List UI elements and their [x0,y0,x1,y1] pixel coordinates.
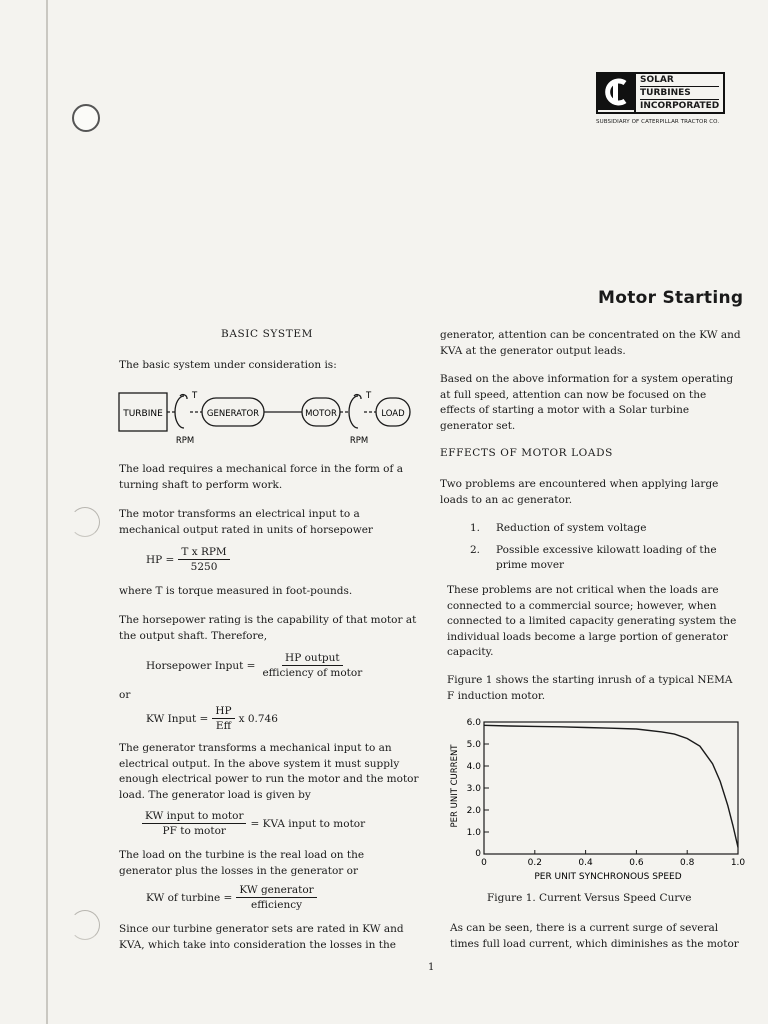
load-label: LOAD [381,409,405,419]
equation-kw-input [146,705,278,733]
list-item [470,543,742,574]
list-item-text: Reduction of system voltage [496,522,647,534]
motor-label: MOTOR [305,409,337,419]
paragraph-figure-ref: Figure 1 shows the starting inrush of a typical NEMA F induction motor. [447,674,733,702]
equation-numerator: HP output [282,652,343,666]
paragraph-since: Since our turbine generator sets are rated in KW and KVA, which take into consideration the losses in the [119,923,404,951]
turbine-label: TURBINE [123,409,163,419]
company-logo [596,72,725,125]
list-item [470,521,742,537]
chart-y-tick-label: 3.0 [466,784,481,794]
chart-y-tick-label: 2.0 [466,806,481,816]
punch-hole-faint [70,507,100,537]
list-item-text: Possible excessive kilowatt loading of the prime mover [496,543,717,571]
equation-numerator: KW input to motor [142,810,246,824]
equation-lhs: KW Input = [146,713,209,725]
chart-series-line [484,725,738,847]
chart-y-tick-label: 1.0 [466,828,481,838]
equation-rhs: = KVA input to motor [250,818,366,830]
chart-x-tick-label: 0.6 [629,858,644,868]
equation-denominator: Eff [215,720,232,732]
chart-x-axis-label: PER UNIT SYNCHRONOUS SPEED [534,872,682,882]
paragraph-motor: The motor transforms an electrical input to a mechanical output rated in units of horsepower [119,508,373,536]
chart-y-tick-label: 5.0 [466,740,481,750]
punch-hole-faint [70,910,100,940]
paragraph-continued: generator, attention can be concentrated on the KW and KVA at the generator output leads. [440,329,741,357]
caterpillar-c-icon [598,74,634,110]
equation-horsepower-input [146,652,369,680]
paragraph-critical: These problems are not critical when the loads are connected to a commercial source; however, when connected to a limited capacity generating system the individual loads become a large portion of generator capacity. [447,584,737,658]
equation-kw-turbine [146,884,321,912]
system-block-diagram [118,388,418,452]
page-number: 1 [428,962,435,973]
equation-lhs: Horsepower Input = [146,660,256,672]
logo-line: SOLAR [640,74,719,87]
equation-lhs: KW of turbine = [146,892,233,904]
intro-text: The basic system under consideration is: [119,359,337,371]
section-heading-effects: EFFECTS OF MOTOR LOADS [440,447,613,459]
paragraph-generator: The generator transforms a mechanical input to an electrical output. In the above system it must supply enough electrical power to run the motor and the motor load. The generator load is given by [119,742,419,801]
rpm-label: RPM [175,436,195,446]
problem-list [470,521,742,574]
equation-hp [146,546,234,574]
equation-lhs: HP = [146,554,175,566]
current-vs-speed-chart [446,710,746,890]
torque-label: T [192,391,198,401]
equation-numerator: HP [212,705,234,719]
paragraph-load: The load requires a mechanical force in the form of a turning shaft to perform work. [119,463,403,491]
equation-numerator: KW generator [236,884,316,898]
chart-x-tick-label: 0.2 [527,858,542,868]
paragraph-based: Based on the above information for a system operating at full speed, attention can now be focused on the effects of starting a motor with a Solar turbine generator set. [440,373,734,432]
equation-denominator: PF to motor [162,825,226,837]
chart-x-tick-label: 0.8 [680,858,695,868]
list-item-number: 1. [470,522,481,534]
chart-x-tick-label: 0.4 [578,858,593,868]
chart-x-tick-label: 0 [481,858,487,868]
section-heading-basic-system: BASIC SYSTEM [221,328,313,340]
chart-y-axis-label: PER UNIT CURRENT [450,744,460,828]
paragraph-torque: where T is torque measured in foot-pounds. [119,585,353,597]
page-title: Motor Starting [598,288,744,308]
equation-denominator: 5250 [190,561,218,573]
generator-label: GENERATOR [206,409,260,419]
chart-plot-frame [484,722,738,854]
torque-label: T [366,391,372,401]
paragraph-two-problems: Two problems are encountered when applying large loads to an ac generator. [440,478,719,506]
equation-numerator: T x RPM [178,546,229,560]
logo-subtitle: SUBSIDIARY OF CATERPILLAR TRACTOR CO. [596,119,720,125]
rpm-label: RPM [349,436,369,446]
paragraph-as-seen: As can be seen, there is a current surge of several times full load current, which diminishes as the motor [450,922,739,950]
equation-denominator: efficiency [250,899,303,911]
chart-y-origin-label: 0 [475,849,481,859]
logo-line: INCORPORATED [640,101,720,111]
equation-denominator: efficiency of motor [262,667,363,679]
paragraph-turbine: The load on the turbine is the real load on the generator plus the losses in the generator or [119,849,365,877]
chart-y-tick-label: 6.0 [466,718,481,728]
list-item-number: 2. [470,543,481,556]
paragraph-rating: The horsepower rating is the capability of that motor at the output shaft. Therefore, [119,614,417,642]
equation-kva [142,810,365,838]
punch-hole [72,104,100,132]
or-text: or [119,689,131,701]
chart-y-tick-label: 4.0 [466,762,481,772]
equation-rhs: x 0.746 [238,713,278,725]
figure-caption: Figure 1. Current Versus Speed Curve [487,892,692,904]
chart-x-tick-label: 1.0 [730,858,746,868]
binding-edge [46,0,48,1024]
logo-line: TURBINES [640,87,719,100]
